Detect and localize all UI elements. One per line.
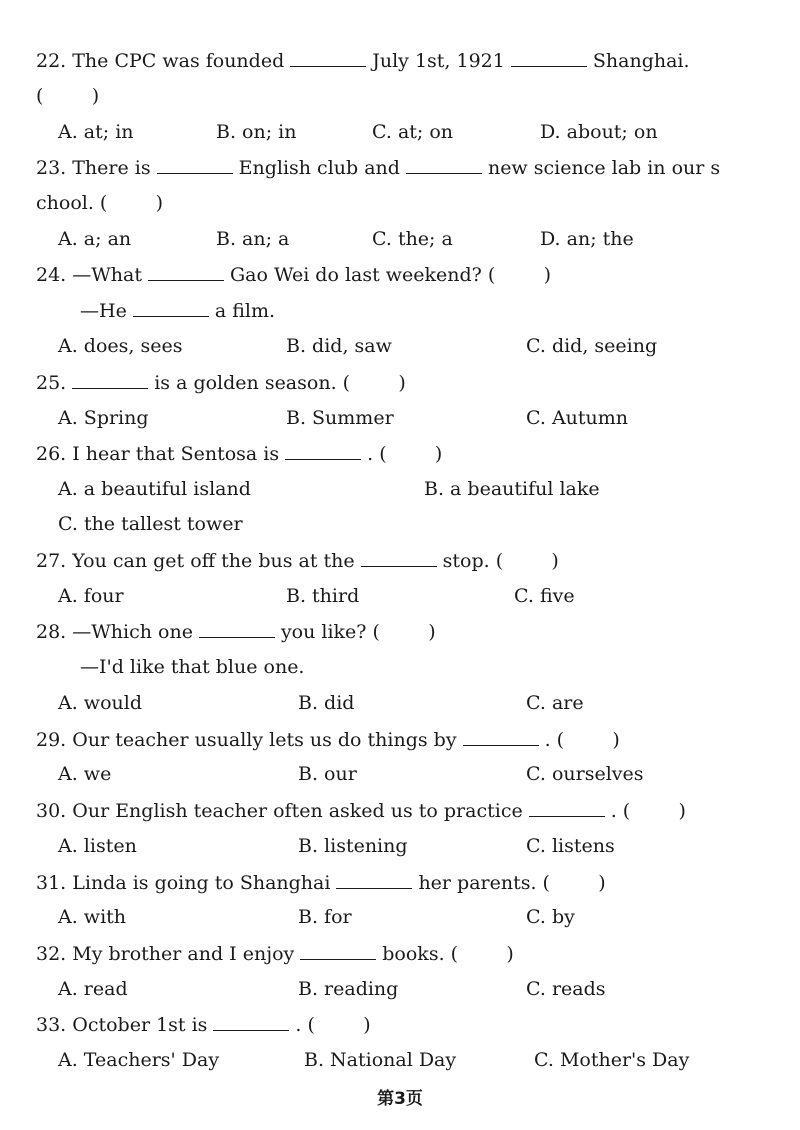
question-text: . ( ): [544, 729, 620, 751]
answer-blank: [361, 548, 437, 567]
option-a: A. does, sees: [58, 335, 183, 357]
option-a: A. Spring: [58, 407, 149, 429]
option-b: B. did: [298, 692, 355, 714]
question-text: her parents. ( ): [418, 872, 606, 894]
answer-blank: [511, 48, 587, 67]
option-d: D. about; on: [540, 121, 658, 143]
question-text: 33. October 1st is: [36, 1014, 208, 1036]
option-c: C. Autumn: [526, 407, 629, 429]
question-28-reply: —I'd like that blue one.: [80, 656, 305, 678]
option-c: C. did, seeing: [526, 335, 658, 357]
question-23: [36, 155, 720, 180]
question-text: . ( ): [610, 800, 686, 822]
question-text: 30. Our English teacher often asked us to practice: [36, 800, 523, 822]
answer-blank: [199, 619, 275, 638]
question-text: —He: [80, 300, 127, 322]
option-a: A. at; in: [58, 121, 134, 143]
answer-blank: [285, 441, 361, 460]
answer-blank: [290, 48, 366, 67]
option-b: B. listening: [298, 835, 408, 857]
option-b: B. Summer: [286, 407, 394, 429]
option-b: B. National Day: [304, 1049, 457, 1071]
option-a: A. listen: [58, 835, 137, 857]
option-c: C. five: [514, 585, 575, 607]
question-text: stop. ( ): [442, 550, 559, 572]
question-28: [36, 619, 436, 644]
question-29: [36, 727, 620, 752]
question-text: July 1st, 1921: [372, 50, 505, 72]
answer-blank: [148, 262, 224, 281]
option-d: D. an; the: [540, 228, 634, 250]
question-text-continued: chool. ( ): [36, 192, 164, 214]
question-text: 32. My brother and I enjoy: [36, 943, 295, 965]
option-b: B. third: [286, 585, 360, 607]
question-22: [36, 48, 690, 73]
option-c: C. reads: [526, 978, 606, 1000]
answer-blank: [133, 298, 209, 317]
answer-blank: [72, 370, 148, 389]
answer-blank: [336, 870, 412, 889]
answer-blank: [406, 155, 482, 174]
option-a: A. would: [58, 692, 142, 714]
option-b: B. our: [298, 763, 357, 785]
question-text: . ( ): [367, 443, 443, 465]
option-a: A. a; an: [58, 228, 132, 250]
question-text: Gao Wei do last weekend? ( ): [229, 264, 552, 286]
option-b: B. did, saw: [286, 335, 392, 357]
question-text: 24. —What: [36, 264, 142, 286]
question-text: Shanghai.: [592, 50, 690, 72]
option-c: C. by: [526, 906, 575, 928]
question-text: 22. The CPC was founded: [36, 50, 285, 72]
question-27: [36, 548, 559, 573]
option-a: A. a beautiful island: [58, 478, 251, 500]
question-26: [36, 441, 442, 466]
option-a: A. Teachers' Day: [58, 1049, 220, 1071]
answer-blank: [213, 1012, 289, 1031]
answer-blank: [463, 727, 539, 746]
page-number: 第3页: [377, 1089, 423, 1109]
question-33: [36, 1012, 371, 1037]
question-text: 31. Linda is going to Shanghai: [36, 872, 331, 894]
question-text: 23. There is: [36, 157, 151, 179]
option-b: B. an; a: [216, 228, 290, 250]
question-text: new science lab in our s: [487, 157, 721, 179]
option-a: A. read: [58, 978, 128, 1000]
question-text: is a golden season. ( ): [154, 372, 406, 394]
option-c: C. Mother's Day: [534, 1049, 690, 1071]
question-text: 28. —Which one: [36, 621, 193, 643]
question-24: [36, 262, 551, 287]
question-text: books. ( ): [382, 943, 514, 965]
question-30: [36, 798, 686, 823]
question-text: a film.: [214, 300, 276, 322]
option-b: B. on; in: [216, 121, 297, 143]
option-c: C. the; a: [372, 228, 453, 250]
question-text: . ( ): [295, 1014, 371, 1036]
question-text: 29. Our teacher usually lets us do things by: [36, 729, 457, 751]
option-b: B. reading: [298, 978, 399, 1000]
option-a: A. four: [58, 585, 124, 607]
option-c: C. the tallest tower: [58, 513, 243, 535]
option-b: B. a beautiful lake: [424, 478, 600, 500]
answer-blank: [529, 798, 605, 817]
question-31: [36, 870, 606, 895]
answer-blank: [300, 941, 376, 960]
question-32: [36, 941, 514, 966]
question-25: [36, 370, 406, 395]
question-text: 26. I hear that Sentosa is: [36, 443, 280, 465]
question-text: 25.: [36, 372, 67, 394]
option-c: C. are: [526, 692, 584, 714]
option-a: A. with: [58, 906, 127, 928]
option-c: C. listens: [526, 835, 615, 857]
question-text: you like? ( ): [280, 621, 436, 643]
option-b: B. for: [298, 906, 352, 928]
option-a: A. we: [58, 763, 112, 785]
question-24-reply: [80, 298, 275, 323]
answer-paren: ( ): [36, 85, 100, 107]
question-text: English club and: [238, 157, 400, 179]
option-c: C. ourselves: [526, 763, 644, 785]
option-c: C. at; on: [372, 121, 454, 143]
answer-blank: [157, 155, 233, 174]
question-text: 27. You can get off the bus at the: [36, 550, 355, 572]
